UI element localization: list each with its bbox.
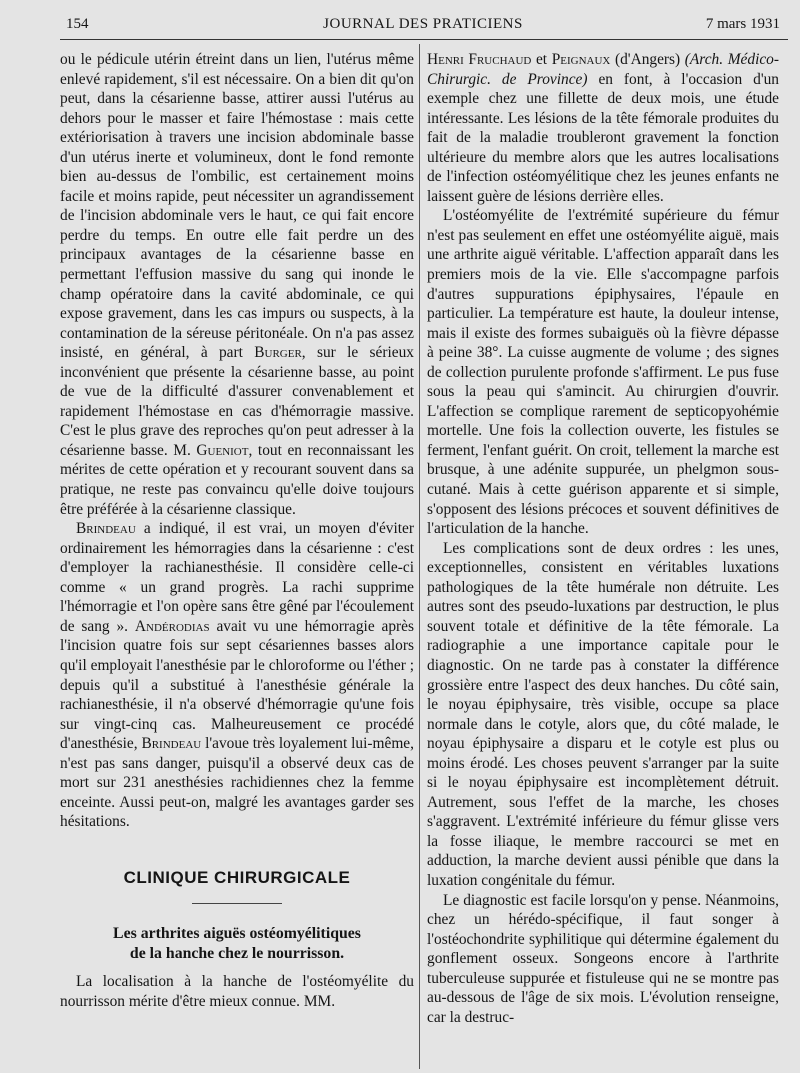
paragraph: La localisation à la hanche de l'ostéomyélite du nourrisson mérite d'être mieux connue. MM. [60, 973, 414, 1010]
paragraph: L'ostéomyélite de l'extrémité supérieure du fémur n'est pas seulement en effet une ostéomyélite aiguë, mais une arthrite aiguë véritable. L'affection apparaît dans les premiers mois de la vie. Elle s'accompagne parfois d'autres suppurations épiphysaires, l'épaule en particulier. La température est haute, la douleur intense, mais il existe des formes subaiguës où la fièvre dépasse à peine 38°. La cuisse augmente de volume ; des signes de collection purulente profonde s'affirment. Le pus fuse sous la peau qui s'amincit. Au chirurgien d'ouvrir. L'affection se complique rarement de septicopyohémie mortelle. Une fois la collection ouverte, les fistules se ferment, l'enfant guérit. On croit, tellement la marche est brusque, à une adénite suppurée, un phelgmon sous-cutané. Mais à cette guérison apparente et si simple, s'opposent des lésions précoces et souvent définitives de l'articulation de la hanche. [427, 207, 779, 538]
header-rule [60, 39, 788, 40]
paragraph: Henri Fruchaud et Peignaux (d'Angers) (Arch. Médico-Chirurgic. de Province) en font, à l'occasion d'un exemple chez une fillette de deux mois, une étude intéressante. Les lésions de la tête fémorale produites du fait de la maladie troubleront gravement la fonction ultérieure du membre alors que les autres localisations de l'infection ostéomyélitique chez les jeunes enfants ne laissent guère de lésions derrière elles. [427, 51, 779, 205]
journal-title: JOURNAL DES PRATICIENS [323, 16, 523, 32]
paragraph: Le diagnostic est facile lorsqu'on y pense. Néanmoins, chez un hérédo-spécifique, il faut songer à l'ostéochondrite syphilitique qui détermine également du gonflement osseux. Songeons encore à l'arthrite tuberculeuse suppurée et fistuleuse qui ne se montre pas au-dessous de l'âge de six mois. L'évolution renseigne, car la destruc- [427, 891, 779, 1026]
section-rule [192, 903, 282, 904]
paragraph: ou le pédicule utérin étreint dans un lien, l'utérus même enlevé rapidement, s'il est nécessaire. On a bien dit qu'on peut, dans la césarienne basse, attirer aussi l'utérus au dehors pour le masser et faire l'hémostase : mais cette extériorisation à travers une incision abdominale basse d'un utérus inerte et volumineux, dont le fond remonte bien au-dessus de l'ombilic, est certainement moins facile et moins rapide, peut nécessiter un agrandissement de l'incision abdominale vers le haut, ce qui fait encore perdre du temps. En outre elle fait perdre un des principaux avantages de la césarienne basse en permettant l'effusion massive du sang qui inonde le champ opératoire dans la cavité abdominale, ce qui expose gravement, dans les cas impurs ou suspects, à la contamination de la séreuse péritonéale. On n'a pas assez insisté, en général, à part Burger, sur le sérieux inconvénient que présente la césarienne basse, au point de vue de la difficulté d'assurer convenablement et rapidement l'hémostase en cas d'hémorragie massive. C'est le plus grave des reproches qu'on peut adresser à la césarienne basse. M. Gueniot, tout en reconnaissant les mérites de cette opération et y recourant souvent dans sa pratique, ne reste pas convaincu qu'elle doive toujours être préférée à la césarienne classique. [60, 51, 414, 518]
issue-date: 7 mars 1931 [705, 16, 780, 32]
journal-reference: (Arch. Médico-Chirurgic. de Province) [427, 51, 779, 88]
author-name: Gueniot [196, 441, 249, 459]
article-title: Les arthrites aiguës ostéomyélitiques de la hanche chez le nourrisson. [113, 925, 361, 963]
section-heading: CLINIQUE CHIRURGICALE [123, 867, 351, 887]
paragraph: Les complications sont de deux ordres : les unes, exceptionnelles, consistent en véritables luxations pathologiques de la tête humérale non détruite. Les autres sont des pseudo-luxations par destruction, le plus souvent totale et définitive de la tête fémorale. La radiographie a une importance capitale pour le diagnostic. On ne tarde pas à constater la différence grossière entre l'aspect des deux hanches. Du côté sain, le noyau épiphysaire, très visible, occupe sa place normale dans le cotyle, alors que, du côté malade, le noyau épiphysaire a disparu et le cotyle est plus ou moins érodé. Les choses peuvent s'arranger par la suite si le noyau épiphysaire est incomplètement détruit. Autrement, sous l'effet de la marche, les choses s'aggravent. L'extrémité inférieure du fémur glisse vers la fosse iliaque, le membre raccourci se met en adduction, la marche devient aussi pénible que dans la luxation congénitale du fémur. [427, 539, 779, 889]
author-name: Brindeau [141, 735, 202, 753]
page-number: 154 [66, 16, 89, 32]
right-column [427, 50, 779, 1065]
author-name: Andérodias [134, 617, 210, 635]
author-name: Peignaux [551, 51, 611, 68]
author-name: Henri Fruchaud [427, 51, 532, 68]
column-divider [419, 44, 420, 1069]
author-name: Brindeau [76, 520, 136, 538]
paragraph: Brindeau a indiqué, il est vrai, un moyen d'éviter ordinairement les hémorragies dans la césarienne : c'est d'employer la rachianesthésie. Il considère celle-ci comme « un grand progrès. La rachi supprime l'hémorragie et l'on opère sans être gêné par l'écoulement de sang ». Andérodias avait vu une hémorragie après l'incision quatre fois sur sept césariennes basses alors qu'il employait l'anesthésie par le chloroforme ou l'éther ; depuis qu'il a substitué à l'anesthésie générale la rachianesthésie, il n'a observé d'hémorragie qu'une fois sur vingt-cinq cas. Malheureusement ce procédé d'anesthésie, Brindeau l'avoue très loyalement lui-même, n'est pas sans danger, puisqu'il a observé deux cas de mort sur 231 anesthésies rachidiennes chez la femme enceinte. Aussi peut-on, malgré les avantages garder ses hésitations. [60, 520, 414, 831]
left-column [60, 50, 414, 1010]
page-header [66, 16, 780, 38]
author-name: Burger [254, 344, 302, 362]
